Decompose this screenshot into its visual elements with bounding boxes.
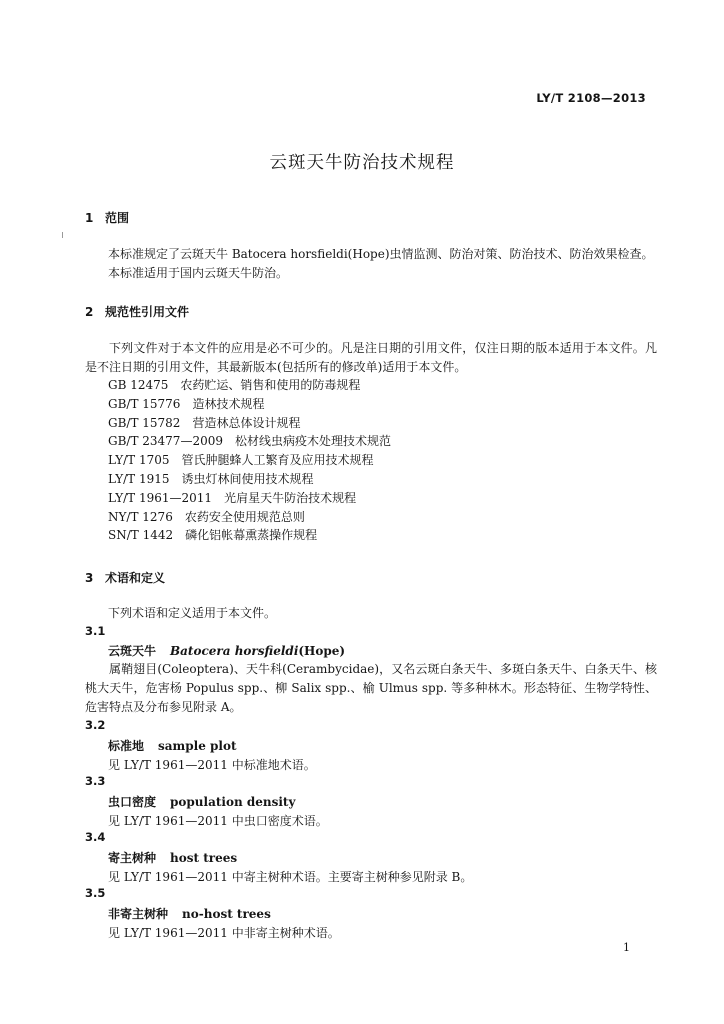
term-heading: 虫口密度 population density — [108, 795, 296, 809]
reference-item: LY/T 1915 诱虫灯林间使用技术规程 — [108, 471, 314, 486]
reference-list — [108, 376, 391, 545]
term-definition: 见 LY/T 1961—2011 中非寄主树种术语。 — [108, 926, 340, 940]
term-definition: 见 LY/T 1961—2011 中标准地术语。 — [108, 758, 316, 772]
reference-item: GB/T 15776 造林技术规程 — [108, 396, 265, 411]
page-number: 1 — [623, 941, 630, 954]
term-number: 3.4 — [85, 830, 106, 844]
section-3-heading — [85, 569, 165, 586]
scope-line-2: 本标准适用于国内云斑天牛防治。 — [108, 266, 289, 280]
normative-intro: 下列文件对于本文件的应用是必不可少的。凡是注日期的引用文件，仅注日期的版本适用于本文件。凡是不注日期的引用文件，其最新版本(包括所有的修改单)适用于本文件。 — [85, 341, 657, 374]
section-2-heading — [85, 303, 189, 320]
term-heading: 云斑天牛 Batocera horsfieldi(Hope) — [108, 644, 346, 658]
reference-item: LY/T 1961—2011 光肩星天牛防治技术规程 — [108, 490, 357, 505]
section-number: 3 — [85, 571, 94, 585]
term-number: 3.1 — [85, 624, 106, 638]
section-number: 1 — [85, 211, 94, 225]
term-definition: 见 LY/T 1961—2011 中虫口密度术语。 — [108, 814, 328, 828]
term-number: 3.2 — [85, 718, 106, 732]
standard-code: LY/T 2108—2013 — [536, 91, 646, 105]
terms-intro: 下列术语和定义适用于本文件。 — [108, 606, 277, 620]
term-definition: 见 LY/T 1961—2011 中寄主树种术语。主要寄主树种参见附录 B。 — [108, 870, 473, 884]
term-definition: 属鞘翅目(Coleoptera)、天牛科(Cerambycidae)，又名云斑白条天牛、多斑白条天牛、白条天牛、核桃大天牛，危害杨 Populus spp.、柳 Salix spp.、榆 Ulmus spp. 等多种林木。形态特征、生物学特性、危害特点及分布参见附录 A。 — [85, 662, 657, 714]
scope-line-1: 本标准规定了云斑天牛 Batocera horsfieldi(Hope)虫情监测、防治对策、防治技术、防治效果检查。 — [108, 247, 654, 261]
reference-item: GB/T 23477—2009 松材线虫病疫木处理技术规范 — [108, 434, 391, 449]
term-number: 3.3 — [85, 774, 106, 788]
reference-item: SN/T 1442 磷化铝帐幕熏蒸操作规程 — [108, 528, 318, 543]
reference-item: NY/T 1276 农药安全使用规范总则 — [108, 509, 305, 524]
term-heading: 寄主树种 host trees — [108, 851, 238, 865]
term-heading: 标准地 sample plot — [108, 739, 237, 753]
section-number: 2 — [85, 305, 94, 319]
section-title: 范围 — [105, 211, 130, 225]
reference-item: GB/T 15782 营造林总体设计规程 — [108, 415, 301, 430]
reference-item: GB 12475 农药贮运、销售和使用的防毒规程 — [108, 378, 361, 392]
section-title: 规范性引用文件 — [105, 305, 190, 319]
section-title: 术语和定义 — [105, 571, 166, 585]
margin-mark — [62, 232, 63, 238]
term-number: 3.5 — [85, 886, 106, 900]
reference-item: LY/T 1705 管氏肿腿蜂人工繁育及应用技术规程 — [108, 453, 374, 468]
term-heading: 非寄主树种 no-host trees — [108, 907, 271, 921]
section-1-heading — [85, 209, 129, 226]
document-title: 云斑天牛防治技术规程 — [269, 153, 455, 173]
